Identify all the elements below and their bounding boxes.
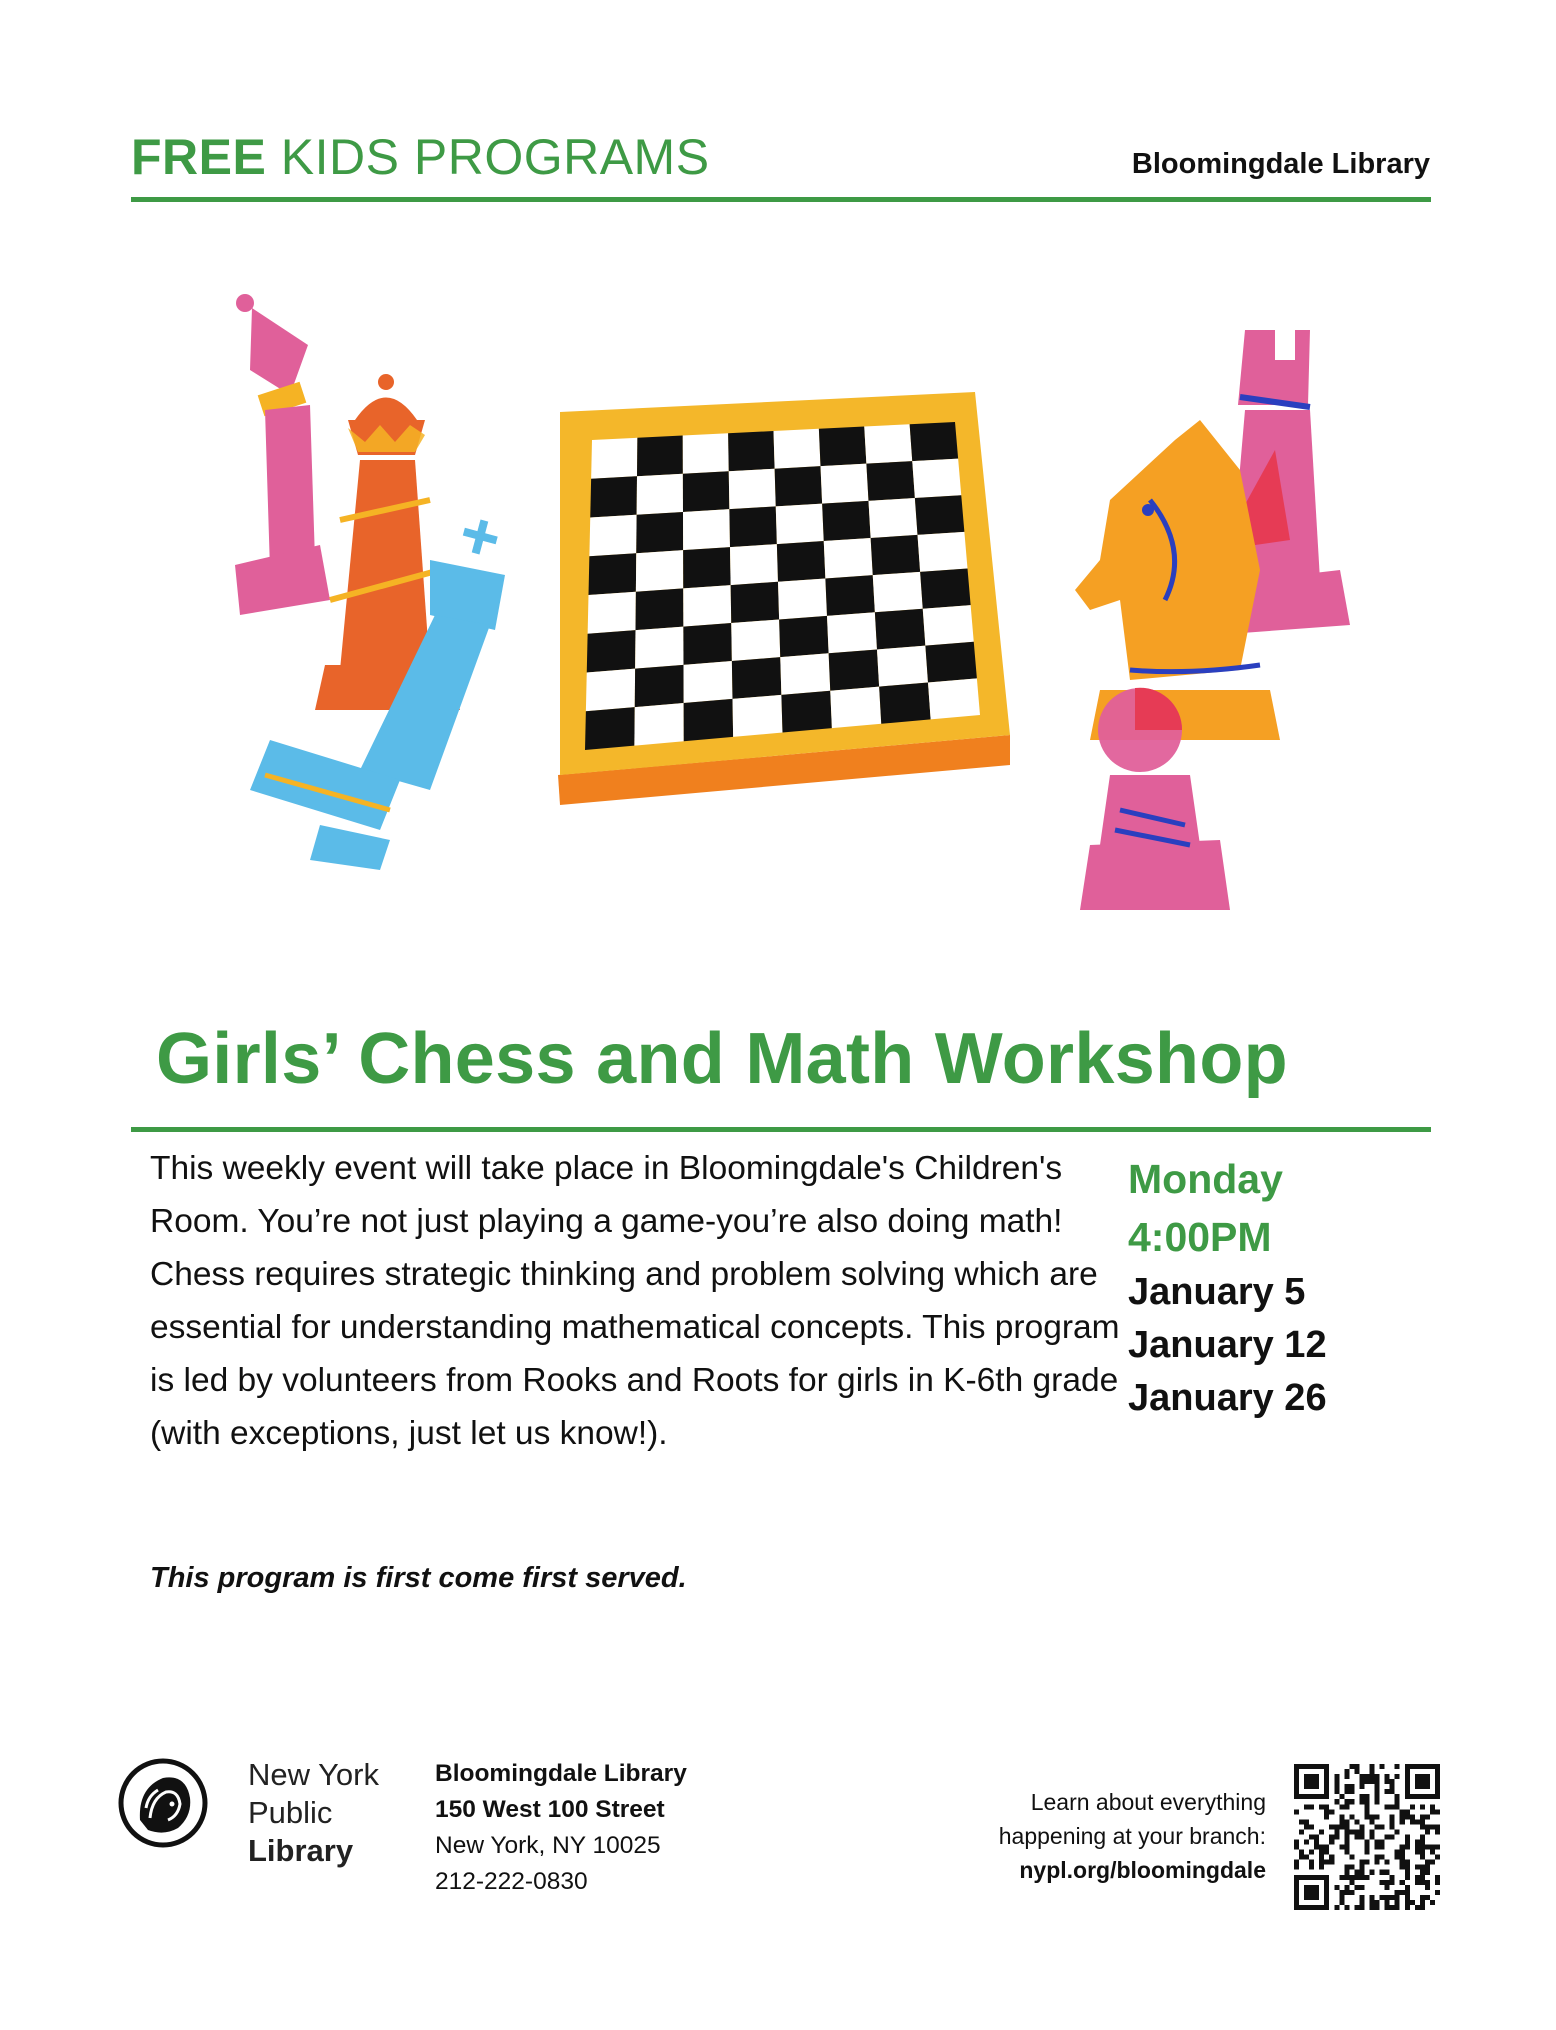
nypl-line1: New York	[248, 1757, 379, 1792]
board-square	[589, 553, 637, 595]
board-square	[869, 498, 918, 538]
qr-code-icon[interactable]	[1294, 1764, 1440, 1910]
address-phone: 212-222-0830	[435, 1868, 588, 1895]
board-square	[730, 544, 778, 585]
board-square	[910, 422, 959, 461]
board-square	[866, 461, 915, 501]
board-square	[683, 547, 731, 588]
board-square	[589, 515, 636, 557]
board-square	[636, 512, 683, 553]
address-city: New York, NY 10025	[435, 1832, 661, 1859]
event-time: 4:00PM	[1128, 1214, 1272, 1260]
title-divider	[131, 1127, 1431, 1132]
event-date: January 5	[1128, 1271, 1306, 1313]
board-square	[729, 469, 776, 509]
chess-illustration	[230, 270, 1400, 930]
first-come-note: This program is first come first served.	[150, 1562, 687, 1594]
board-square	[780, 653, 830, 695]
board-square	[729, 506, 777, 547]
learn-more	[999, 1785, 1266, 1887]
board-square	[635, 627, 683, 669]
board-square	[923, 605, 974, 645]
board-square	[871, 535, 921, 575]
free-label: FREE	[131, 129, 267, 185]
board-square	[819, 427, 867, 467]
board-square	[822, 501, 871, 541]
header-branch-name: Bloomingdale Library	[1131, 148, 1430, 180]
board-square	[915, 495, 965, 535]
board-square	[636, 588, 684, 630]
board-square	[728, 431, 775, 471]
board-square	[733, 695, 783, 737]
board-square	[684, 661, 733, 703]
board-square	[587, 630, 636, 672]
board-square	[732, 657, 782, 699]
board-square	[829, 649, 880, 690]
board-square	[637, 474, 683, 515]
event-date: January 26	[1128, 1377, 1327, 1419]
nypl-line3: Library	[248, 1833, 354, 1868]
board-square	[912, 459, 961, 498]
board-square	[590, 476, 637, 517]
board-square	[925, 642, 977, 683]
board-square	[683, 509, 730, 550]
event-description: This weekly event will take place in Bloomingdale's Children's Room. You’re not just playing a game-you’re also doing math! Chess requires strategic thinking and problem solving which are essential for understanding mathematical concepts. This program is led by volunteers from Rooks and Roots for girls in K-6th grade (with exceptions, just let us know!).	[150, 1150, 1120, 1452]
board-square	[779, 616, 829, 657]
address-name: Bloomingdale Library	[435, 1760, 687, 1787]
board-square	[683, 433, 729, 473]
board-square	[637, 436, 683, 477]
board-square	[588, 592, 636, 634]
board-square	[864, 424, 912, 463]
event-date: January 12	[1128, 1324, 1327, 1366]
board-square	[586, 669, 635, 712]
kids-programs-label: KIDS PROGRAMS	[280, 129, 710, 185]
board-square	[825, 575, 875, 616]
board-square	[824, 538, 873, 578]
board-square	[918, 532, 968, 572]
board-square	[778, 578, 827, 619]
nypl-lion-logo	[118, 1758, 208, 1848]
board-square	[781, 691, 832, 733]
bishop-icon	[235, 294, 330, 615]
event-day: Monday	[1128, 1156, 1283, 1202]
header-divider	[131, 197, 1431, 202]
board-square	[821, 464, 869, 504]
board-square	[683, 471, 730, 512]
board-square	[877, 646, 928, 687]
chessboard-icon	[558, 392, 1010, 805]
board-square	[585, 707, 635, 750]
board-square	[777, 541, 826, 582]
board-square	[830, 687, 881, 729]
event-title: Girls’ Chess and Math Workshop	[156, 1019, 1288, 1099]
board-square	[774, 429, 821, 469]
program-category	[131, 128, 710, 186]
board-square	[873, 572, 923, 612]
board-square	[928, 678, 980, 719]
board-square	[591, 438, 637, 479]
nypl-wordmark	[248, 1756, 379, 1870]
learn-line2: happening at your branch:	[998, 1823, 1266, 1849]
board-square	[683, 585, 731, 627]
board-square	[635, 665, 684, 707]
board-square	[636, 550, 683, 592]
board-square	[827, 612, 877, 653]
board-square	[775, 466, 823, 506]
board-square	[731, 582, 780, 623]
learn-line1: Learn about everything	[1030, 1789, 1266, 1815]
nypl-line2: Public	[248, 1795, 333, 1830]
board-square	[683, 623, 732, 665]
board-square	[731, 619, 780, 661]
event-schedule	[1128, 1150, 1428, 1425]
board-square	[920, 569, 971, 609]
board-square	[776, 504, 824, 544]
branch-url-link[interactable]: nypl.org/bloomingdale	[1019, 1857, 1266, 1883]
branch-address	[435, 1756, 687, 1900]
board-square	[879, 682, 931, 723]
board-square	[634, 703, 683, 746]
address-street: 150 West 100 Street	[435, 1796, 665, 1823]
board-square	[684, 699, 734, 741]
board-square	[875, 609, 926, 650]
